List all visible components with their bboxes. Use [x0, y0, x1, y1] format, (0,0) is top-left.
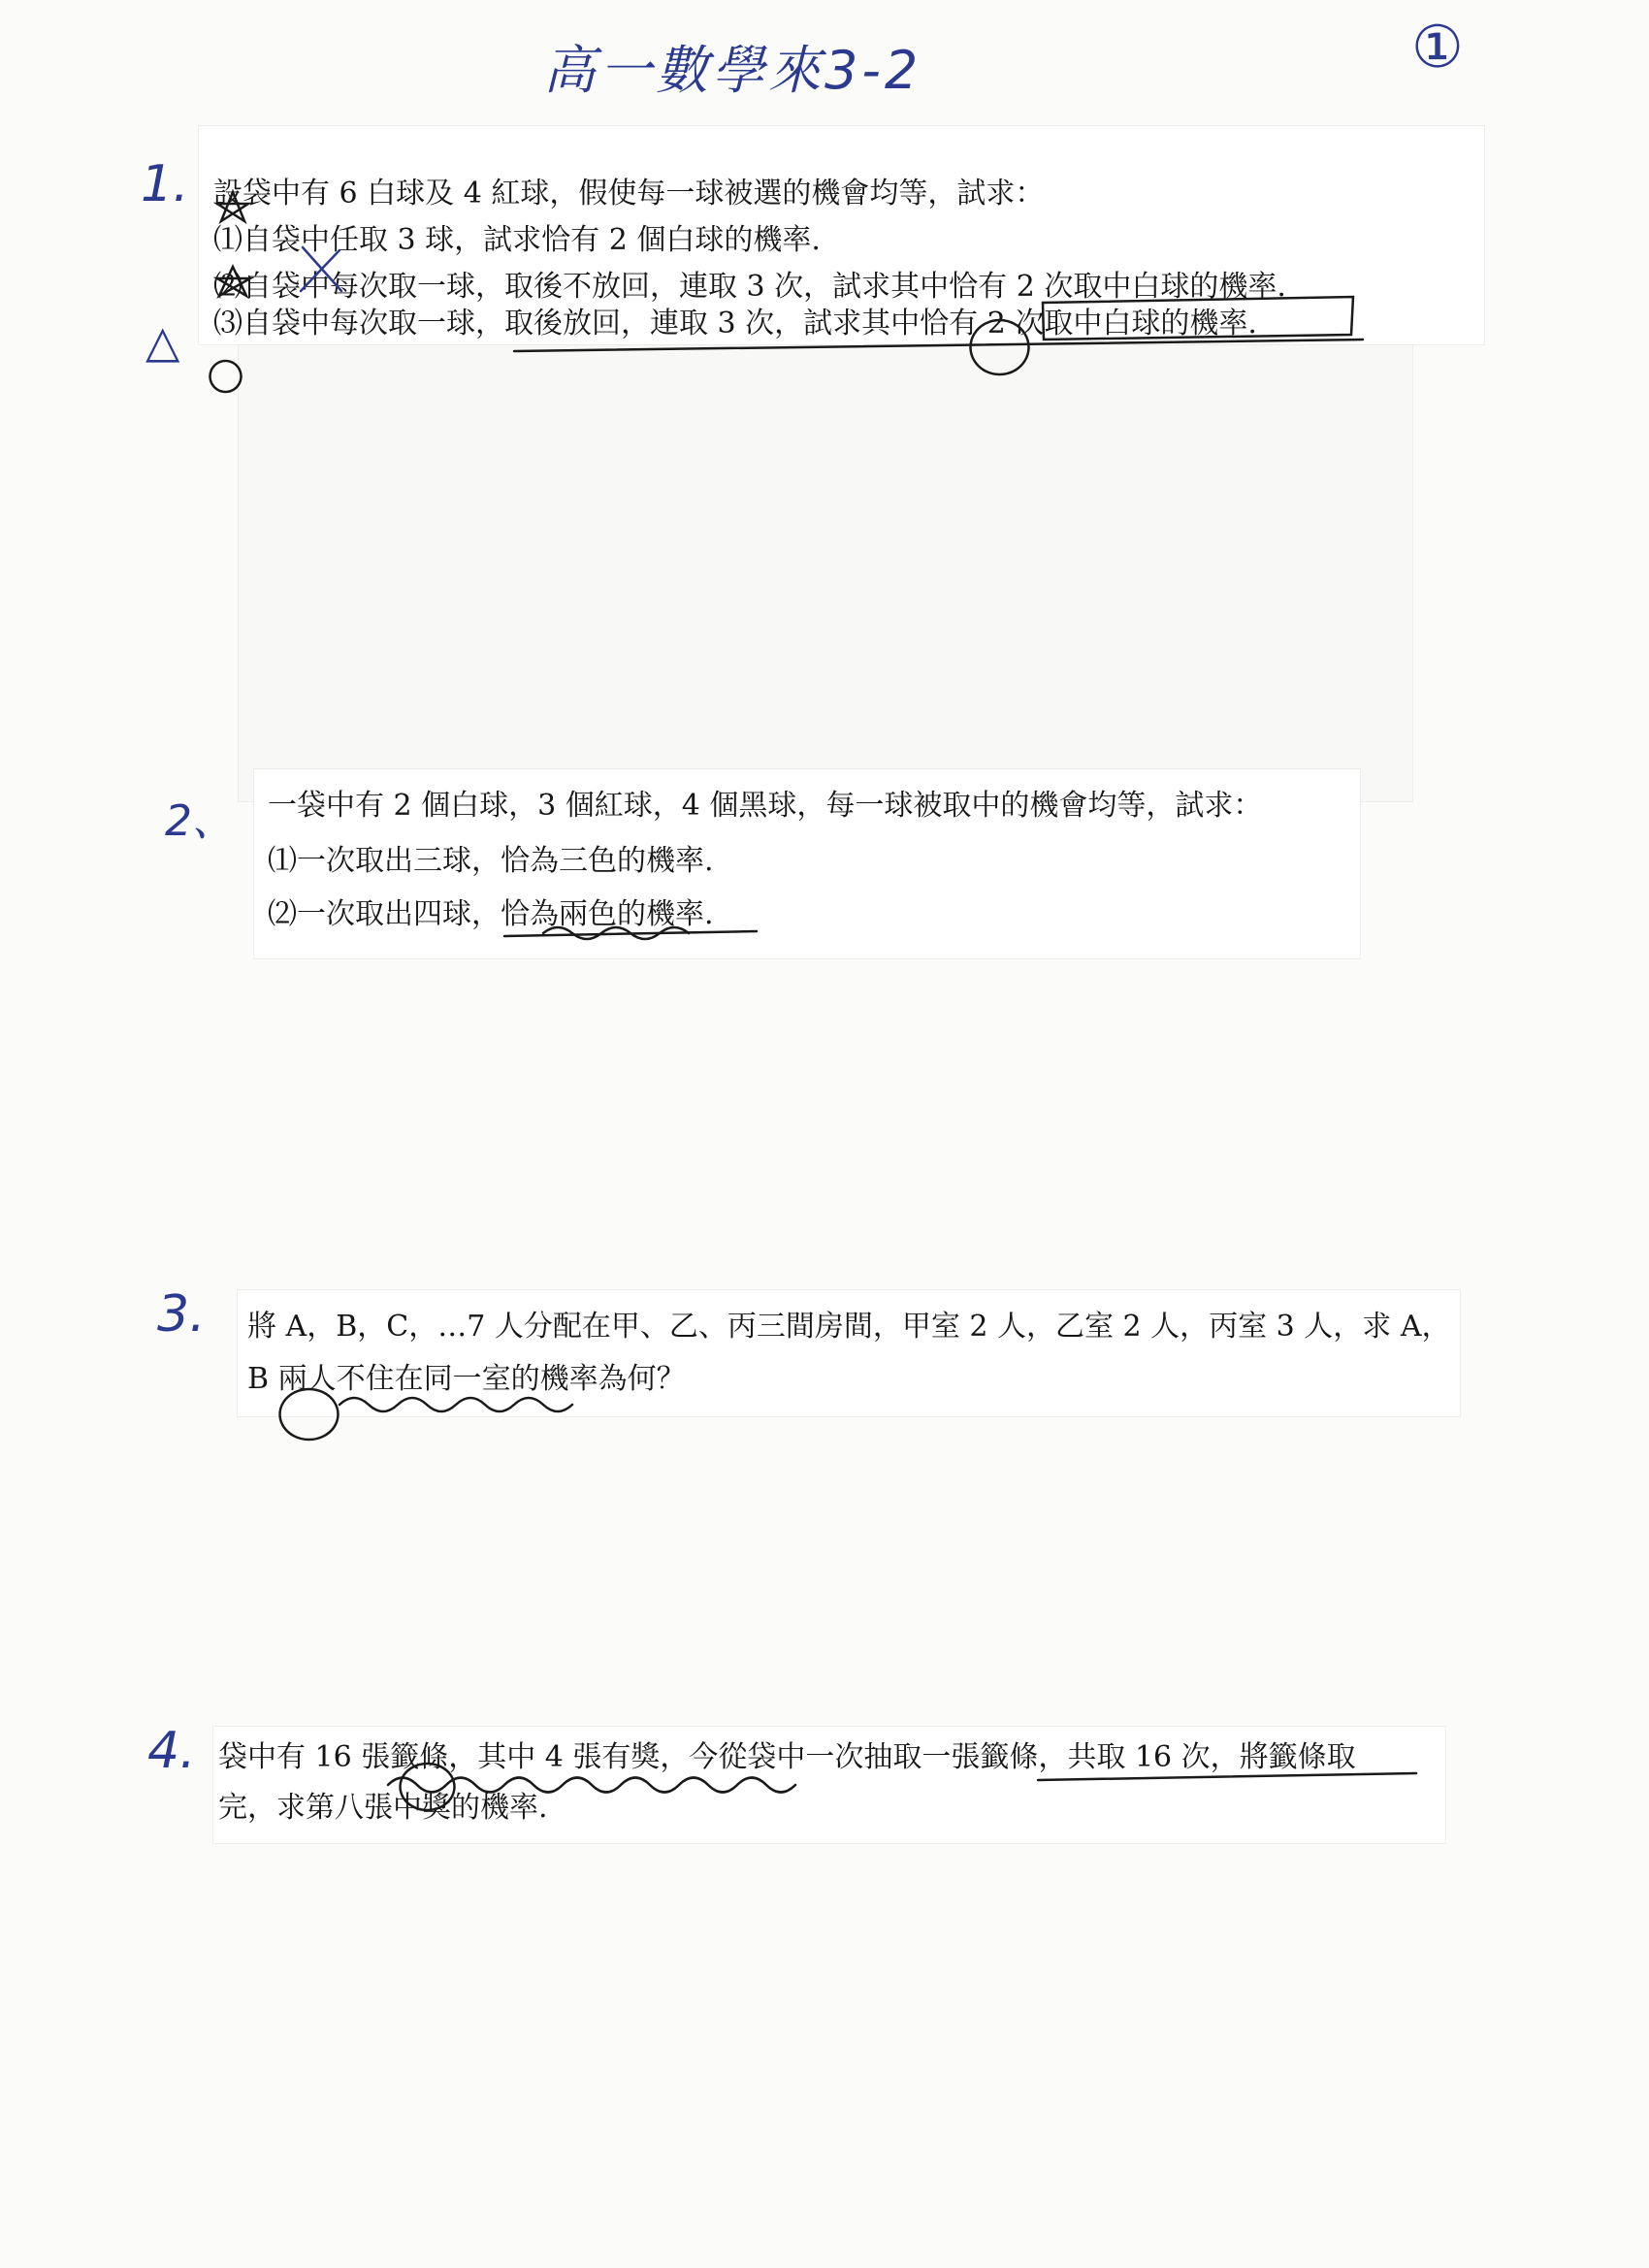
question-1-mark: △: [146, 315, 180, 368]
question-4-line-1: 袋中有 16 張籤條，其中 4 張有獎，今從袋中一次抽取一張籤條，共取 16 次，將籤條取: [218, 1740, 1356, 1774]
question-4-line-2: 完，求第八張中獎的機率.: [218, 1791, 548, 1825]
question-3-line-1: 將 A，B，C，…7 人分配在甲、乙、丙三間房間，甲室 2 人，乙室 2 人，丙室 3 人，求 A，: [247, 1310, 1451, 1344]
question-3-line-2: B 兩人不住在同一室的機率為何？: [247, 1362, 686, 1396]
question-2-stem: 一袋中有 2 個白球，3 個紅球，4 個黑球，每一球被取中的機會均等，試求：: [268, 789, 1263, 823]
question-2-part-2: ⑵一次取出四球，恰為兩色的機率.: [268, 897, 714, 931]
question-1-strip: [199, 126, 1484, 344]
question-2-part-1: ⑴一次取出三球，恰為三色的機率.: [268, 844, 714, 878]
question-3-strip: [238, 1290, 1460, 1416]
question-1-part-1: ⑴自袋中任取 3 球，試求恰有 2 個白球的機率.: [213, 223, 821, 257]
question-1-number: 1.: [141, 155, 189, 213]
question-2-number: 2、: [165, 796, 235, 846]
question-3-number: 3.: [157, 1285, 206, 1344]
bleed-through-area: [238, 335, 1413, 802]
question-2-strip: [254, 769, 1360, 958]
question-1-part-3: ⑶自袋中每次取一球，取後放回，連取 3 次，試求其中恰有 2 次取中白球的機率.: [213, 307, 1257, 340]
page-number: ①: [1411, 14, 1464, 81]
question-4-strip: [213, 1727, 1445, 1843]
question-1-part-2: ⑵自袋中每次取一球，取後不放回，連取 3 次，試求其中恰有 2 次取中白球的機率.: [213, 270, 1286, 304]
handwritten-title: 高一數學來3-2: [543, 40, 922, 101]
question-1-stem: 設袋中有 6 白球及 4 紅球，假使每一球被選的機會均等，試求：: [213, 177, 1045, 211]
question-4-number: 4.: [147, 1722, 196, 1780]
